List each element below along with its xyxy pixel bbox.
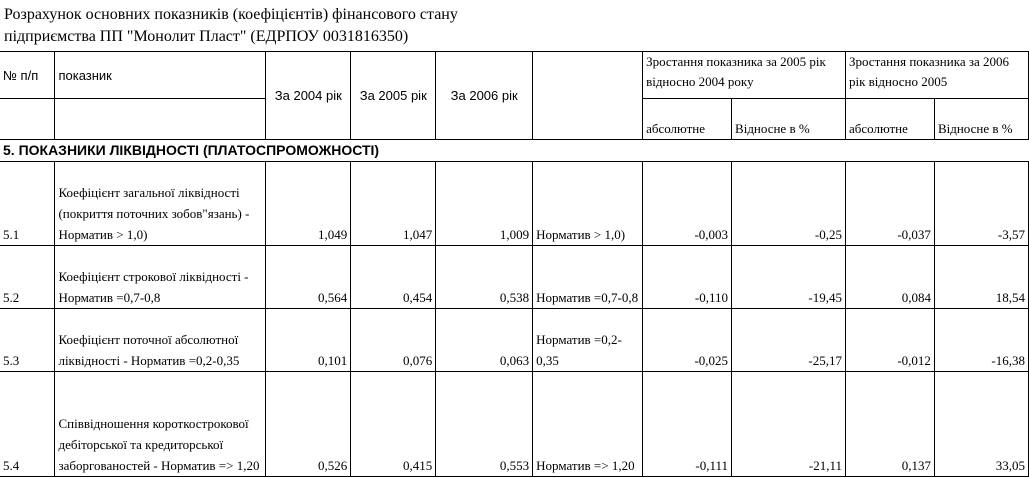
cell-rel-2006: -16,38 (934, 309, 1028, 372)
header-indicator-sub (55, 99, 266, 140)
cell-abs-2006: -0,037 (845, 162, 934, 246)
cell-2006: 0,063 (436, 309, 533, 372)
row-num: 5.1 (0, 162, 55, 246)
cell-abs-2006: -0,012 (845, 309, 934, 372)
table-row (0, 372, 1029, 477)
cell-2004: 0,101 (266, 309, 351, 372)
header-abs-2006: абсолютне (845, 99, 934, 140)
table-row (0, 162, 1029, 246)
cell-2005: 1,047 (351, 162, 436, 246)
cell-norm: Норматив =0,7-0,8 (533, 246, 643, 309)
header-2005: За 2005 рік (351, 52, 436, 140)
cell-rel-2006: 18,54 (934, 246, 1028, 309)
cell-rel-2006: -3,57 (934, 162, 1028, 246)
cell-2005: 0,454 (351, 246, 436, 309)
cell-rel-2005: -0,25 (732, 162, 846, 246)
cell-2004: 0,526 (266, 372, 351, 477)
row-num: 5.2 (0, 246, 55, 309)
header-growth-2006: Зростання показника за 2006 рік відносно 2005 (845, 52, 1028, 99)
row-num: 5.3 (0, 309, 55, 372)
cell-2006: 0,538 (436, 246, 533, 309)
header-2004: За 2004 рік (266, 52, 351, 140)
row-indicator-name: Коефіцієнт загальної ліквідності (покриття поточних зобов"язань) - Норматив > 1,0) (55, 162, 266, 246)
cell-2006: 1,009 (436, 162, 533, 246)
header-num: № п/п (0, 52, 55, 99)
table-row (0, 309, 1029, 372)
header-growth-2005: Зростання показника за 2005 рік відносно 2004 року (643, 52, 846, 99)
row-indicator-name: Коефіцієнт строкової ліквідності - Норматив =0,7-0,8 (55, 246, 266, 309)
cell-norm: Норматив =0,2-0,35 (533, 309, 643, 372)
header-indicator: показник (55, 52, 266, 99)
cell-2006: 0,553 (436, 372, 533, 477)
header-2006: За 2006 рік (436, 52, 533, 140)
cell-norm: Норматив => 1,20 (533, 372, 643, 477)
header-num-sub (0, 99, 55, 140)
cell-abs-2006: 0,084 (845, 246, 934, 309)
cell-rel-2006: 33,05 (934, 372, 1028, 477)
cell-2005: 0,076 (351, 309, 436, 372)
header-abs-2005: абсолютне (643, 99, 732, 140)
row-indicator-name: Коефіцієнт поточної абсолютної ліквідності - Норматив =0,2-0,35 (55, 309, 266, 372)
cell-abs-2005: -0,003 (643, 162, 732, 246)
cell-2004: 0,564 (266, 246, 351, 309)
cell-2005: 0,415 (351, 372, 436, 477)
table-row (0, 246, 1029, 309)
cell-2004: 1,049 (266, 162, 351, 246)
header-norm-blank (533, 52, 643, 140)
document-title-line-1: Розрахунок основних показників (коефіцієнтів) фінансового стану (4, 6, 458, 23)
cell-rel-2005: -25,17 (732, 309, 846, 372)
liquidity-table (0, 51, 1029, 477)
row-indicator-name: Співвідношення короткострокової дебіторської та кредиторської заборгованостей - Норматив => 1,20 (55, 372, 266, 477)
cell-abs-2006: 0,137 (845, 372, 934, 477)
row-num: 5.4 (0, 372, 55, 477)
cell-rel-2005: -21,11 (732, 372, 846, 477)
cell-abs-2005: -0,025 (643, 309, 732, 372)
header-rel-2006: Відносне в % (934, 99, 1028, 140)
document-title-line-2: підприємства ПП "Монолит Пласт" (ЕДРПОУ 0031816350) (4, 28, 409, 45)
cell-abs-2005: -0,110 (643, 246, 732, 309)
cell-rel-2005: -19,45 (732, 246, 846, 309)
cell-norm: Норматив > 1,0) (533, 162, 643, 246)
header-rel-2005: Відносне в % (732, 99, 846, 140)
cell-abs-2005: -0,111 (643, 372, 732, 477)
section-title: 5. ПОКАЗНИКИ ЛІКВІДНОСТІ (ПЛАТОСПРОМОЖНОСТІ) (0, 140, 1029, 162)
